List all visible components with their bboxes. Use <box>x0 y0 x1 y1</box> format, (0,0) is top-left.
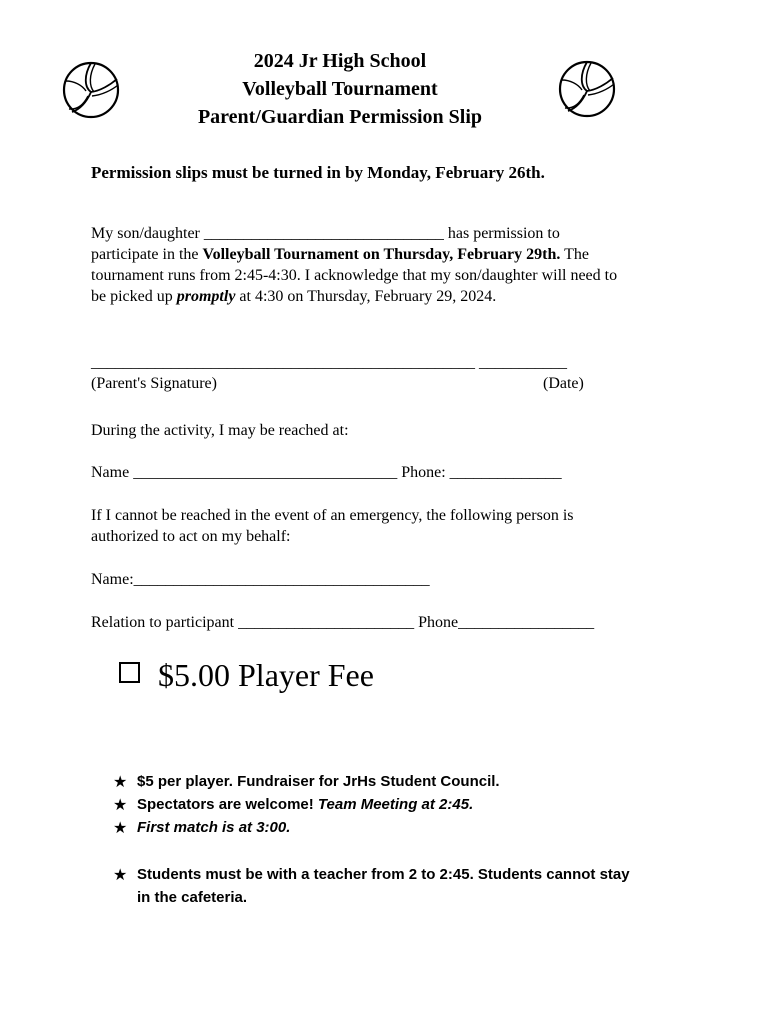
emergency-text-line-1: If I cannot be reached in the event of an emergency, the following person is <box>91 507 574 524</box>
volleyball-icon <box>558 60 616 118</box>
event-date-text: Volleyball Tournament on Thursday, February 29th. <box>202 246 561 263</box>
title-line-3: Parent/Guardian Permission Slip <box>197 106 483 128</box>
star-icon: ★ <box>113 795 128 814</box>
star-icon: ★ <box>113 818 128 837</box>
permission-line-4: be picked up promptly at 4:30 on Thursday, February 29, 2024. <box>91 288 497 305</box>
contact-intro: During the activity, I may be reached at: <box>91 422 349 439</box>
emergency-name-field[interactable]: Name:_____________________________________ <box>91 571 430 588</box>
emergency-text-line-2: authorized to act on my behalf: <box>91 528 291 545</box>
permission-line-3: tournament runs from 2:45-4:30. I acknowledge that my son/daughter will need to <box>91 267 618 284</box>
title-line-1: 2024 Jr High School <box>253 50 427 72</box>
relation-phone-field[interactable]: Relation to participant ______________________ Phone_________________ <box>91 614 595 631</box>
star-icon: ★ <box>113 865 128 884</box>
notes-list: ★ $5 per player. Fundraiser for JrHs Student Council. ★ Spectators are welcome! Team Meeting at 2:45. ★ First match is at 3:00. ★ Students must be with a teacher from 2 to 2:45. Students cannot stay in the cafeteria. <box>113 772 630 906</box>
title-line-2: Volleyball Tournament <box>242 78 438 100</box>
date-label: (Date) <box>543 375 584 392</box>
signature-line[interactable]: ________________________________________________ ___________ <box>91 354 567 371</box>
promptly-emphasis: promptly <box>176 288 236 305</box>
permission-paragraph <box>91 223 617 307</box>
permission-line-1: My son/daughter ______________________________ has permission to <box>91 225 560 242</box>
parent-signature-label: (Parent's Signature) <box>91 375 217 392</box>
deadline-notice: Permission slips must be turned in by Monday, February 26th. <box>91 163 545 182</box>
permission-line-2: participate in the Volleyball Tournament on Thursday, February 29th. The <box>91 246 589 263</box>
contact-name-phone-field[interactable]: Name _________________________________ Phone: ______________ <box>91 464 562 481</box>
player-fee-label: $5.00 Player Fee <box>158 657 374 693</box>
star-icon: ★ <box>113 772 128 791</box>
player-fee-checkbox[interactable] <box>119 662 140 683</box>
student-name-field[interactable]: ______________________________ <box>203 225 444 242</box>
